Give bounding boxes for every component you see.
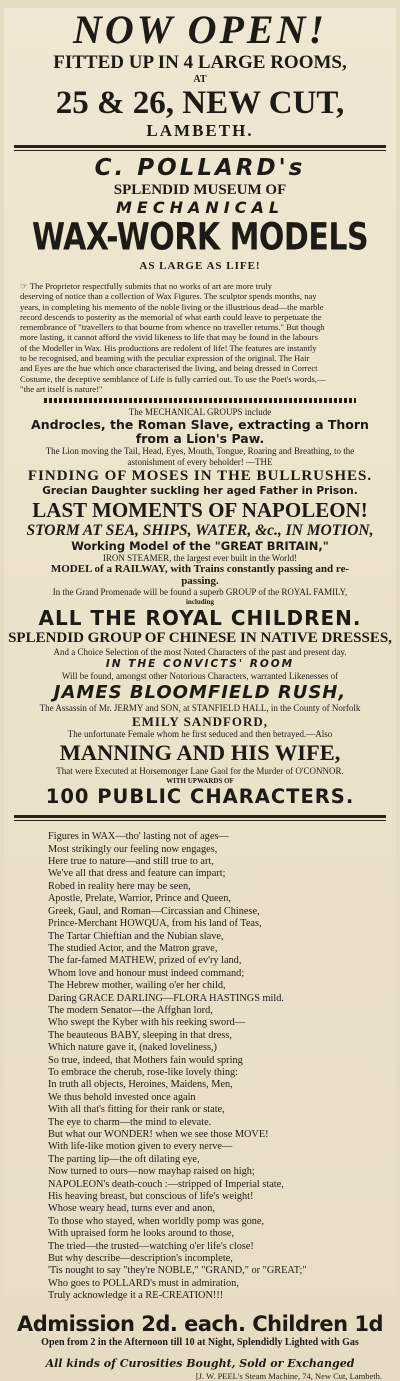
rush-line: JAMES BLOOMFIELD RUSH, xyxy=(53,682,347,704)
lion-description: The Lion moving the Tail, Head, Eyes, Mouth, Tongue, Roaring and Breathing, to the xyxy=(45,446,355,457)
poem-line: With life-like motion given to every nerve— xyxy=(48,1141,233,1153)
poem-line: To embrace the cherub, rose-like lovely thing: xyxy=(48,1066,238,1078)
storm-line: STORM AT SEA, SHIPS, WATER, &c., IN MOTION, xyxy=(26,522,374,540)
ornamental-divider xyxy=(44,398,356,403)
intro-line: of the Modeller in Wax. His productions are redolent of life! The features are instantly xyxy=(20,342,317,353)
poem-line: We thus behold invested once again xyxy=(48,1091,196,1103)
poem-line: The far-famed MATHEW, prized of ev'ry land, xyxy=(48,955,242,967)
poem-line: Apostle, Prelate, Warrior, Prince and Queen, xyxy=(48,893,231,905)
poem-line: The Tartar Chieftian and the Nubian slave, xyxy=(48,930,224,942)
poem-line: In truth all objects, Heroines, Maidens, Men, xyxy=(48,1079,233,1091)
wax-work-title: WAX-WORK MODELS xyxy=(31,215,369,260)
poem-line: To those who stayed, when worldly pomp was gone, xyxy=(48,1215,265,1227)
intro-line: record descends to posterity as the memorial of what earth could leave to perpetuate the xyxy=(20,311,322,322)
poem-line: The Hebrew mother, wailing o'er her child, xyxy=(48,980,226,992)
railway-line-2: passing. xyxy=(181,575,219,588)
convicts-room-line: IN THE CONVICTS' ROOM xyxy=(105,658,295,671)
poem-line: Who swept the Kyber with his reeking sword— xyxy=(48,1017,246,1029)
with-upwards-line: WITH UPWARDS OF xyxy=(166,777,234,786)
hundred-characters-line: 100 PUBLIC CHARACTERS. xyxy=(45,785,355,809)
poem-line: Now turned to ours—now mayhap raised on high; xyxy=(48,1166,255,1178)
proprietor-name: C. POLLARD's xyxy=(94,155,306,181)
poem-line: We've all that dress and feature can impart; xyxy=(48,868,226,880)
splendid-museum-line: SPLENDID MUSEUM OF xyxy=(113,182,287,198)
district-line: LAMBETH. xyxy=(146,121,254,140)
poem-line: The studied Actor, and the Matron grave, xyxy=(48,942,218,954)
intro-line: "the art itself is nature!" xyxy=(20,383,103,394)
manning-line: MANNING AND HIS WIFE, xyxy=(59,740,341,766)
fitted-up-line: FITTED UP IN 4 LARGE ROOMS, xyxy=(53,52,347,73)
grecian-daughter-line: Grecian Daughter suckling her aged Father in Prison. xyxy=(42,485,358,498)
poem-line: Whose weary head, turns ever and anon, xyxy=(48,1203,215,1215)
chinese-group-line: SPLENDID GROUP OF CHINESE IN NATIVE DRESSES, xyxy=(8,630,392,647)
mechanical-line: MECHANICAL xyxy=(115,198,285,217)
royal-children-line: ALL THE ROYAL CHILDREN. xyxy=(38,606,362,631)
poem-line: So true, indeed, that Mothers fain would spring xyxy=(48,1054,243,1066)
groups-section xyxy=(4,407,396,809)
poem-line: Most strikingly our feeling now engages, xyxy=(48,843,218,855)
executed-line: That were Executed at Horsemonger Lane Gaol for the Murder of O'CONNOR. xyxy=(56,766,344,777)
poem-line: With all that's fitting for their rank or state, xyxy=(48,1104,225,1116)
divider-rule-thin xyxy=(14,150,386,151)
poem-line: Whom love and honour must indeed command; xyxy=(48,967,245,979)
intro-line: years, in completing his memento of the noble living or the illustrious dead—the marble xyxy=(20,301,324,312)
groups-heading: The MECHANICAL GROUPS include xyxy=(128,407,272,418)
divider-rule xyxy=(14,145,386,148)
androcles-line: Androcles, the Roman Slave, extracting a Thorn xyxy=(31,417,369,433)
curiosities-line: All kinds of Curosities Bought, Sold or Exchanged xyxy=(45,1356,355,1370)
lion-description-2: astonishment of every beholder! —THE xyxy=(127,457,273,468)
androcles-line-2: from a Lion's Paw. xyxy=(135,431,265,447)
poem-line: With upraised form he looks around to those, xyxy=(48,1228,235,1240)
intro-line: to be recognised, and beaming with the peculiar expression of the original. The Hair xyxy=(20,353,310,364)
intro-line: deserving of notice than a collection of Wax Figures. The sculptor spends months, nay xyxy=(20,291,317,302)
footer-section xyxy=(4,1311,396,1371)
divider-rule xyxy=(14,815,386,818)
promenade-line: In the Grand Promenade will be found a superb GROUP of the ROYAL FAMILY, xyxy=(52,587,348,598)
handbill xyxy=(4,7,396,1381)
divider-rule-thin xyxy=(14,820,386,821)
printer-imprint: [J. W. PEEL's Steam Machine, 74, New Cut, Lambeth. xyxy=(195,1370,382,1381)
poem-line: Prince-Merchant HOWQUA, from his land of Teas, xyxy=(48,918,262,930)
poem-line: Greek, Gaul, and Roman—Circassian and Chinese, xyxy=(48,905,260,917)
intro-line: remembrance of "travellers to that bourne from whence no traveller returns." But though xyxy=(20,322,325,333)
poem-line: The parting lip—the oft dilating eye, xyxy=(48,1153,200,1165)
header-section xyxy=(4,8,396,141)
choice-selection-line: And a Choice Selection of the most Noted Characters of the past and present day. xyxy=(53,647,347,658)
poem-line: Which nature gave it, (naked loveliness,) xyxy=(48,1042,217,1054)
intro-line: ☞ The Proprietor respectfully submits that no works of art are more truly xyxy=(20,281,272,291)
poem-line: 'Tis nought to say "they're NOBLE," "GRAND," or "GREAT;" xyxy=(48,1265,307,1277)
opening-hours-line: Open from 2 in the Afternoon till 10 at Night, Splendidly Lighted with Gas xyxy=(41,1336,359,1348)
now-open-title: NOW OPEN! xyxy=(72,7,328,52)
intro-paragraph xyxy=(20,281,380,394)
iron-steamer-line: IRON STEAMER, the largest ever built in the World! xyxy=(102,553,298,564)
railway-line: MODEL of a RAILWAY, with Trains constantly passing and re- xyxy=(50,563,350,576)
poem xyxy=(48,831,352,1302)
poem-line: The tried—the trusted—watching o'er life's close! xyxy=(48,1240,254,1252)
napoleon-line: LAST MOMENTS OF NAPOLEON! xyxy=(32,498,368,523)
intro-line: and Eyes are the hue which once characterised the living, and being dressed in Correct xyxy=(20,363,318,374)
as-large-as-life-line: AS LARGE AS LIFE! xyxy=(139,260,261,272)
great-britain-line: Working Model of the "GREAT BRITAIN," xyxy=(71,539,329,554)
notorious-line: Will be found, amongst other Notorious Characters, warranted Likenesses of xyxy=(61,671,339,682)
assassin-line: The Assassin of Mr. JERMY and SON, at STANFIELD HALL, in the County of Norfolk xyxy=(39,703,361,714)
including-line: including xyxy=(185,598,214,607)
poem-line: Figures in WAX—tho' lasting not of ages— xyxy=(48,831,229,843)
poem-line: His heaving breast, but conscious of life's weight! xyxy=(48,1191,254,1203)
poem-line: Robed in reality here may be seen, xyxy=(48,880,191,892)
poem-line: The beauteous BABY, sleeping in that dress, xyxy=(48,1029,232,1041)
poem-line: Truly acknowledge it a RE-CREATION!!! xyxy=(48,1290,224,1302)
museum-section xyxy=(4,155,396,273)
sandford-line: EMILY SANDFORD, xyxy=(131,714,269,730)
address-line: 25 & 26, NEW CUT, xyxy=(55,85,345,121)
poem-line: The eye to charm—the mind to elevate. xyxy=(48,1116,212,1128)
admission-line: Admission 2d. each. Children 1d xyxy=(16,1311,384,1336)
poem-line: But what our WONDER! when we see those MOVE! xyxy=(48,1129,269,1141)
poem-line: The modern Senator—the Affghan lord, xyxy=(48,1004,213,1016)
poem-line: NAPOLEON's death-couch :—stripped of Imperial state, xyxy=(48,1178,284,1190)
poem-line: Here true to nature—and still true to art, xyxy=(48,856,214,868)
at-label: AT xyxy=(193,74,207,85)
poem-line: Who goes to POLLARD's must in admiration, xyxy=(48,1277,239,1289)
intro-line: more lasting, it cannot afford the vivid likeness to life that may be found in the labours xyxy=(20,332,318,343)
unfortunate-line: The unfortunate Female whom he first seduced and then betrayed.—Also xyxy=(67,729,333,740)
moses-line: FINDING OF MOSES IN THE BULLRUSHES. xyxy=(27,468,373,485)
poem-line: But why describe—description's incomplete, xyxy=(48,1253,233,1265)
poem-line: Daring GRACE DARLING—FLORA HASTINGS mild. xyxy=(48,992,284,1004)
intro-line: Costume, the deceptive semblance of Life is fully carried out. To use the Poet's words,— xyxy=(20,373,326,384)
